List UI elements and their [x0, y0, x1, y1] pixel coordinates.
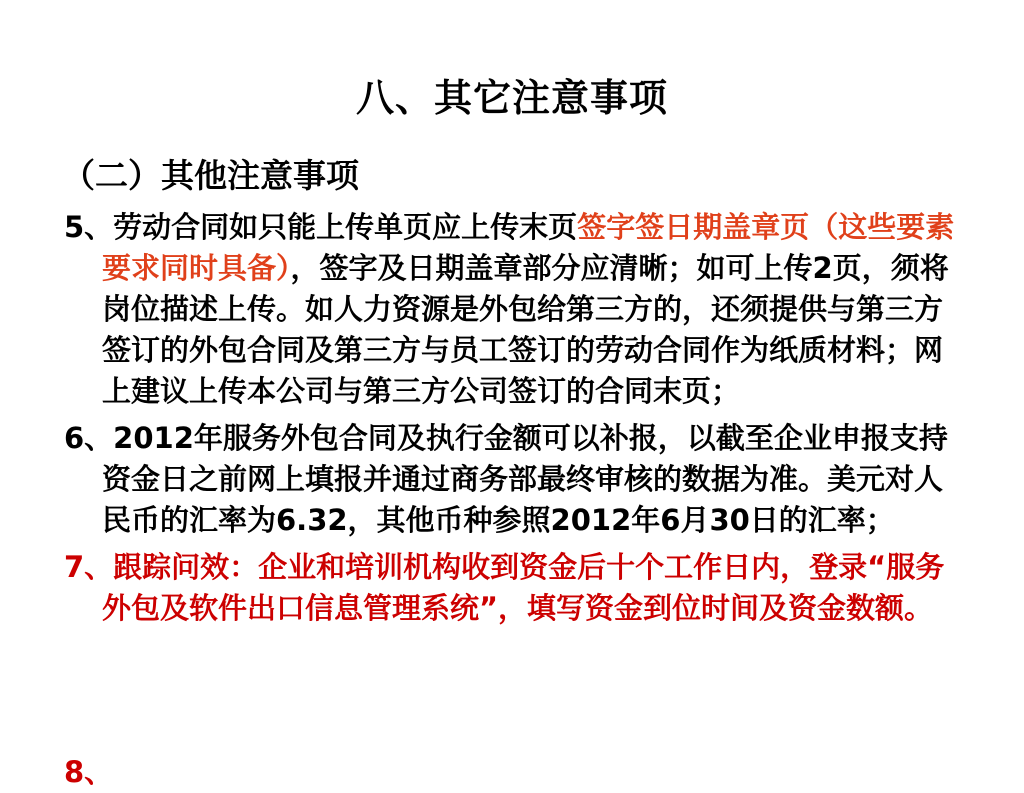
note-item-7: 7、跟踪问效：企业和培训机构收到资金后十个工作日内，登录“服务外包及软件出口信息管理系统”，填写资金到位时间及资金数额。 — [64, 550, 945, 625]
note-item-5-highlight: 签字签日期盖章页（这些要素要求同时具备） — [102, 210, 955, 285]
note-item-6: 6、2012年服务外包合同及执行金额可以补报，以截至企业申报支持资金日之前网上填报并通过商务部最终审核的数据为准。美元对人民币的汇率为6.32，其他币种参照2012年6月30日的汇率； — [64, 421, 948, 537]
section-subtitle: （二）其他注意事项 — [62, 156, 359, 195]
note-item-5-suffix: ，签字及日期盖章部分应清晰；如可上传2页，须将岗位描述上传。如人力资源是外包给第三方的，还须提供与第三方签订的外包合同及第三方与员工签订的劳动合同作为纸质材料；网上建议上传本公司与第三方公司签订的合同末页； — [102, 251, 949, 408]
note-item-5 — [64, 207, 969, 412]
note-item-5-prefix: 5、劳动合同如只能上传单页应上传末页 — [64, 210, 578, 244]
notes-list — [64, 207, 969, 635]
slide-title: 八、其它注意事项 — [355, 76, 668, 120]
note-item-8-cutoff: 8、 — [64, 755, 114, 789]
